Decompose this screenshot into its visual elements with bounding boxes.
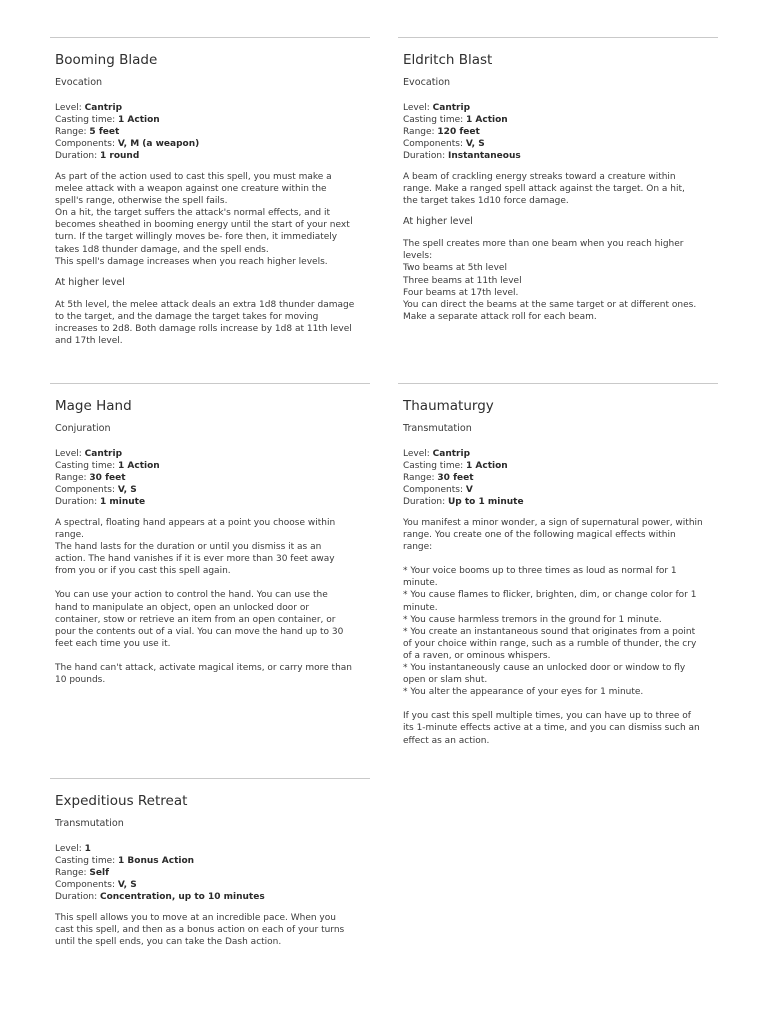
stat-casting-time: Casting time: 1 Action (55, 461, 160, 471)
spell-school: Conjuration (55, 423, 111, 434)
spell-card-mage-hand (50, 383, 370, 695)
spell-school: Transmutation (403, 423, 472, 434)
higher-level-heading: At higher level (403, 216, 473, 228)
stat-level: Level: Cantrip (403, 449, 471, 459)
stat-level: Level: Cantrip (55, 103, 123, 113)
stat-duration: Duration: Instantaneous (403, 151, 521, 161)
stat-duration: Duration: 1 round (55, 151, 140, 161)
spell-title: Mage Hand (55, 398, 132, 414)
spell-description: A spectral, floating hand appears at a point you choose within range. The hand lasts for the duration or until you dismiss it as an action. The hand vanishes if it is ever more than 30 feet away from you or if you cast this spell again. (55, 518, 336, 577)
spell-title: Booming Blade (55, 52, 158, 68)
spell-title: Eldritch Blast (403, 52, 493, 68)
stat-level: Level: Cantrip (403, 103, 471, 113)
higher-level-heading: At higher level (55, 276, 125, 288)
spell-title: Expeditious Retreat (55, 793, 188, 809)
stat-range: Range: 30 feet (403, 473, 474, 483)
spell-card-booming-blade (50, 37, 370, 356)
stat-casting-time: Casting time: 1 Action (403, 461, 508, 471)
effect-list: * Your voice booms up to three times as loud as normal for 1 minute. * You cause flames to flicker, brighten, dim, or change color for 1 minute. * You cause harmless tremors in the ground for 1 minute. * You create an instantaneous sound that originates from a point of your choice within range, such as a rumble of thunder, the cry of a raven, or ominous whispers. * You instantaneously cause an unlocked door or window to fly open or slam shut. * You alter the appearance of your eyes for 1 minute. (403, 566, 697, 698)
stat-level: Level: Cantrip (55, 449, 123, 459)
higher-level-text: The spell creates more than one beam when you reach higher levels: Two beams at 5th level Three beams at 11th level Four beams at 17th level. You can direct the beams at the same target or at different ones. Make a separate attack roll for each beam. (403, 239, 697, 322)
spell-stats (55, 843, 370, 903)
spell-school: Evocation (55, 77, 103, 88)
spell-card-eldritch-blast (398, 37, 718, 332)
spell-description: You manifest a minor wonder, a sign of supernatural power, within range. You create one of the following magical effects within range: (403, 518, 703, 553)
spell-stats (403, 102, 718, 162)
stat-casting-time: Casting time: 1 Bonus Action (55, 856, 195, 866)
spell-description: If you cast this spell multiple times, you can have up to three of its 1-minute effects active at a time, and you can dismiss such an effect as an action. (403, 711, 700, 746)
stat-components: Components: V, S (55, 485, 137, 495)
stat-casting-time: Casting time: 1 Action (403, 115, 508, 125)
spell-description: You can use your action to control the hand. You can use the hand to manipulate an object, open an unlocked door or container, stow or retrieve an item from an open container, or pour the contents out of a vial. You can move the hand up to 30 feet each time you use it. (55, 590, 344, 649)
spell-school: Evocation (403, 77, 451, 88)
stat-components: Components: V (403, 485, 473, 495)
spell-title: Thaumaturgy (403, 398, 494, 414)
stat-duration: Duration: 1 minute (55, 497, 146, 507)
stat-duration: Duration: Concentration, up to 10 minutes (55, 892, 265, 902)
stat-duration: Duration: Up to 1 minute (403, 497, 524, 507)
spell-school: Transmutation (55, 818, 124, 829)
stat-level: Level: 1 (55, 844, 91, 854)
spell-description: This spell allows you to move at an incredible pace. When you cast this spell, and then as a bonus action on each of your turns until the spell ends, you can take the Dash action. (55, 913, 345, 948)
stat-components: Components: V, S (403, 139, 485, 149)
stat-components: Components: V, S (55, 880, 137, 890)
higher-level-text: At 5th level, the melee attack deals an extra 1d8 thunder damage to the target, and the damage the target takes for moving increases to 2d8. Both damage rolls increase by 1d8 at 11th level and 17th level. (55, 299, 355, 347)
spell-description: As part of the action used to cast this spell, you must make a melee attack with a weapon against one creature within the spell's range, otherwise the spell fails. On a hit, the target suffers the attack's normal effects, and it becomes sheathed in booming energy until the start of your next turn. If the target willingly moves be- fore then, it immediately takes 1d8 thunder damage, and the spell ends. This spell's damage increases when you reach higher levels. (55, 172, 350, 267)
spell-description: The hand can't attack, activate magical items, or carry more than 10 pounds. (55, 662, 353, 686)
spell-stats (55, 448, 370, 508)
stat-range: Range: Self (55, 868, 110, 878)
stat-components: Components: V, M (a weapon) (55, 139, 200, 149)
spell-stats (403, 448, 718, 508)
spell-card-thaumaturgy (398, 383, 718, 756)
spell-card-expeditious-retreat (50, 778, 370, 957)
stat-range: Range: 30 feet (55, 473, 126, 483)
stat-casting-time: Casting time: 1 Action (55, 115, 160, 125)
spell-stats (55, 102, 370, 162)
stat-range: Range: 5 feet (55, 127, 120, 137)
spell-description: A beam of crackling energy streaks toward a creature within range. Make a ranged spell attack against the target. On a hit, the target takes 1d10 force damage. (403, 172, 685, 207)
stat-range: Range: 120 feet (403, 127, 480, 137)
